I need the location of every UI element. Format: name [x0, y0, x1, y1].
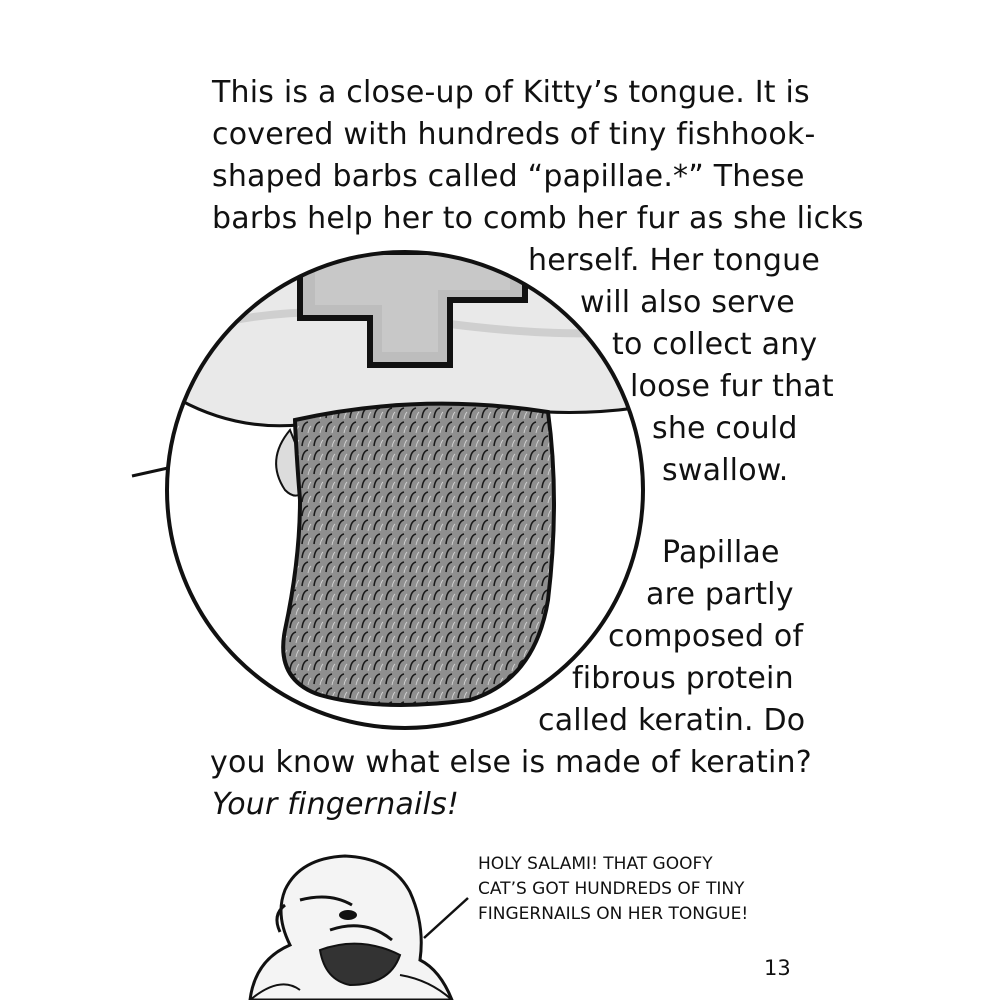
body-text-line-2: covered with hundreds of tiny fishhook- — [212, 117, 816, 152]
body-text-line-9: she could — [652, 411, 798, 446]
page-number: 13 — [764, 956, 791, 980]
body-text-line-12: are partly — [646, 577, 794, 612]
body-text-line-7: to collect any — [612, 327, 818, 362]
speech-bubble — [478, 852, 808, 927]
body-text-line-5: herself. Her tongue — [528, 243, 821, 278]
cartoon-man — [250, 856, 452, 1000]
body-text-line-17: Your fingernails! — [212, 787, 460, 822]
speech-line-1: HOLY SALAMI! THAT GOOFY — [478, 854, 713, 874]
body-text-line-11: Papillae — [662, 535, 780, 570]
body-text-line-1: This is a close-up of Kitty’s tongue. It is — [212, 75, 810, 110]
speech-line-2: CAT’S GOT HUNDREDS OF TINY — [478, 879, 745, 899]
body-text-line-8: loose fur that — [630, 369, 834, 404]
body-text-line-3: shaped barbs called “papillae.*” These — [212, 159, 805, 194]
speech-line-3: FINGERNAILS ON HER TONGUE! — [478, 904, 749, 924]
body-text-line-4: barbs help her to comb her fur as she licks — [212, 201, 864, 236]
body-text-line-6: will also serve — [580, 285, 795, 320]
body-text-line-16: you know what else is made of keratin? — [210, 745, 812, 780]
body-text-line-13: composed of — [608, 619, 804, 654]
body-text-line-10: swallow. — [662, 453, 789, 488]
body-text-line-15: called keratin. Do — [538, 703, 806, 738]
body-text-line-14: fibrous protein — [572, 661, 794, 696]
